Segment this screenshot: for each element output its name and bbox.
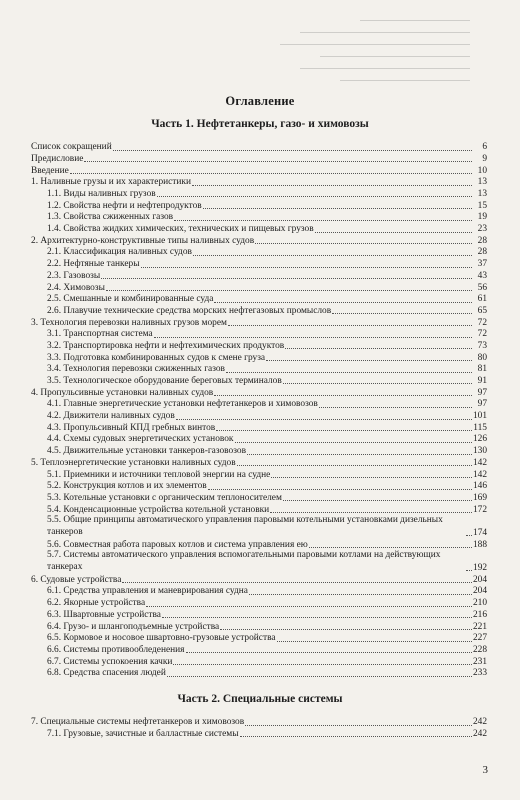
toc-entry-page: 13: [477, 189, 487, 200]
dot-leader: [106, 290, 472, 291]
toc-entry: [31, 246, 487, 258]
toc-entry-page: 72: [477, 317, 487, 328]
toc-entry-page: 72: [477, 329, 487, 340]
dot-leader: [146, 606, 472, 607]
dot-leader: [174, 220, 472, 221]
toc-entry-page: 142: [472, 457, 487, 468]
toc-entry-page: 15: [477, 200, 487, 211]
table-of-contents-part-2: [31, 716, 487, 739]
toc-entry: [31, 363, 487, 375]
toc-entry: [31, 223, 487, 235]
dot-leader: [319, 407, 472, 408]
dot-leader: [176, 419, 472, 420]
page-number: 3: [482, 764, 488, 776]
toc-entry-title: 4.5. Движительные установки танкеров-газовозов: [47, 446, 246, 457]
toc-entry-page: 242: [472, 717, 487, 728]
toc-entry: [31, 538, 487, 550]
dot-leader: [167, 676, 472, 677]
toc-entry-page: 97: [477, 387, 487, 398]
dot-leader: [266, 360, 472, 361]
toc-entry: [31, 176, 487, 188]
dot-leader: [226, 372, 472, 373]
toc-entry-title: 3.1. Транспортная система: [47, 329, 153, 340]
dot-leader: [332, 313, 472, 314]
toc-entry: [31, 164, 487, 176]
toc-entry: [31, 480, 487, 492]
dot-leader: [283, 383, 472, 384]
toc-entry-page: 81: [477, 364, 487, 375]
toc-entry-title: 5. Теплоэнергетические установки наливных судов: [31, 457, 236, 468]
toc-entry: [31, 351, 487, 363]
part-2-heading: Часть 2. Специальные системы: [177, 693, 343, 705]
toc-entry-page: 28: [477, 247, 487, 258]
toc-entry-title: 6.6. Системы противообледенения: [47, 644, 185, 655]
toc-entry: [31, 199, 487, 211]
toc-entry-title: Список сокращений: [31, 142, 112, 153]
toc-entry-title: 6.4. Грузо- и шлангоподъемные устройства: [47, 621, 220, 632]
dot-leader: [283, 500, 472, 501]
toc-entry: [31, 515, 487, 538]
dot-leader: [245, 725, 472, 726]
toc-entry: [31, 235, 487, 247]
dot-leader: [186, 652, 472, 653]
toc-entry: [31, 457, 487, 469]
toc-entry-title: 5.1. Приемники и источники тепловой энергии на судне: [47, 469, 271, 480]
toc-entry-title: 2.1. Классификация наливных судов: [47, 247, 192, 258]
toc-entry-page: 210: [472, 598, 487, 609]
toc-entry-page: 142: [472, 469, 487, 480]
toc-entry-page: 192: [473, 563, 488, 574]
toc-entry-page: 115: [473, 422, 487, 433]
toc-entry-page: 227: [472, 633, 487, 644]
page-title: Оглавление: [225, 94, 295, 108]
toc-entry: [31, 398, 487, 410]
toc-entry: [31, 585, 487, 597]
toc-entry-title: 3. Технология перевозки наливных грузов морем: [31, 317, 227, 328]
toc-entry-page: 6: [482, 142, 487, 153]
dot-leader: [173, 664, 471, 665]
toc-entry-page: 204: [472, 574, 487, 585]
toc-entry-page: 80: [477, 352, 487, 363]
toc-entry-page: 28: [477, 235, 487, 246]
toc-entry: [31, 716, 487, 728]
toc-entry: [31, 492, 487, 504]
toc-entry-title: 3.2. Транспортировка нефти и нефтехимических продуктов: [47, 340, 285, 351]
toc-entry-page: 169: [472, 492, 487, 503]
toc-entry-page: 37: [477, 259, 487, 270]
dot-leader: [309, 547, 472, 548]
toc-entry: [31, 655, 487, 667]
toc-entry-title: 1.1. Виды наливных грузов: [47, 189, 156, 200]
dot-leader: [157, 196, 472, 197]
toc-entry-title: 3.4. Технология перевозки сжиженных газов: [47, 364, 225, 375]
toc-entry-title: 2.6. Плавучие технические средства морских нефтегазовых промыслов: [47, 305, 332, 316]
toc-entry-title: 7. Специальные системы нефтетанкеров и химовозов: [31, 717, 245, 728]
toc-entry: [31, 316, 487, 328]
dot-leader: [249, 594, 472, 595]
dot-leader: [220, 629, 472, 630]
toc-entry: [31, 258, 487, 270]
toc-entry: [31, 293, 487, 305]
toc-entry-title: 5.3. Котельные установки с органическим теплоносителем: [47, 492, 282, 503]
toc-entry-title: 1.4. Свойства жидких химических, технических и пищевых грузов: [47, 224, 314, 235]
dot-leader: [192, 185, 472, 186]
toc-entry-page: 10: [477, 165, 487, 176]
toc-entry-title: 6. Судовые устройства: [31, 574, 122, 585]
dot-leader: [84, 161, 472, 162]
dot-leader: [113, 150, 472, 151]
toc-entry-title: 1.2. Свойства нефти и нефтепродуктов: [47, 200, 202, 211]
toc-entry-title: Введение: [31, 165, 69, 176]
toc-entry: [31, 620, 487, 632]
toc-entry-page: 221: [472, 621, 487, 632]
dot-leader: [255, 243, 472, 244]
toc-entry-title: 2.3. Газовозы: [47, 270, 101, 281]
dot-leader: [208, 489, 472, 490]
dot-leader: [141, 267, 473, 268]
toc-entry-page: 126: [472, 434, 487, 445]
toc-entry-page: 228: [472, 644, 487, 655]
toc-entry-title: 4.1. Главные энергетические установки нефтетанкеров и химовозов: [47, 399, 318, 410]
show-through-text: [0, 0, 520, 90]
toc-entry-page: 13: [477, 177, 487, 188]
toc-entry: [31, 141, 487, 153]
toc-entry: [31, 386, 487, 398]
toc-entry-title: 2.2. Нефтяные танкеры: [47, 259, 140, 270]
toc-entry: [31, 211, 487, 223]
toc-entry: [31, 597, 487, 609]
toc-entry-title: 6.2. Якорные устройства: [47, 598, 146, 609]
toc-entry-page: 43: [477, 270, 487, 281]
dot-leader: [214, 395, 472, 396]
toc-entry-title: 3.3. Подготовка комбинированных судов к смене груза: [47, 352, 266, 363]
toc-entry: [31, 153, 487, 165]
toc-entry-title: 4. Пропульсивные установки наливных судов: [31, 387, 214, 398]
toc-entry-page: 19: [477, 212, 487, 223]
dot-leader: [271, 477, 472, 478]
toc-entry-title: 4.4. Схемы судовых энергетических установок: [47, 434, 234, 445]
dot-leader: [216, 430, 472, 431]
toc-entry: [31, 503, 487, 515]
toc-entry-page: 56: [477, 282, 487, 293]
dot-leader: [466, 570, 472, 571]
toc-entry: [31, 281, 487, 293]
toc-entry: [31, 550, 487, 573]
toc-entry: [31, 468, 487, 480]
dot-leader: [270, 512, 472, 513]
toc-entry-title: 5.2. Конструкция котлов и их элементов: [47, 481, 207, 492]
toc-entry-page: 204: [472, 586, 487, 597]
toc-entry-page: 23: [477, 224, 487, 235]
toc-entry-page: 233: [472, 668, 487, 679]
toc-entry-page: 91: [477, 376, 487, 387]
dot-leader: [285, 348, 472, 349]
toc-entry-page: 174: [473, 527, 488, 538]
dot-leader: [277, 641, 472, 642]
toc-entry: [31, 340, 487, 352]
toc-entry: [31, 433, 487, 445]
toc-entry-page: 61: [477, 294, 487, 305]
toc-entry: [31, 188, 487, 200]
dot-leader: [247, 454, 472, 455]
dot-leader: [162, 617, 472, 618]
toc-entry-page: 73: [477, 340, 487, 351]
toc-entry-page: 101: [472, 411, 487, 422]
toc-entry: [31, 375, 487, 387]
toc-entry-title: 5.6. Совместная работа паровых котлов и система управления ею: [47, 539, 308, 550]
toc-entry-page: 65: [477, 305, 487, 316]
toc-entry-title: 5.4. Конденсационные устройства котельной установки: [47, 504, 270, 515]
toc-entry-page: 97: [477, 399, 487, 410]
toc-entry-title: 6.8. Средства спасения людей: [47, 668, 166, 679]
toc-entry-title: 7.1. Грузовые, зачистные и балластные системы: [47, 728, 239, 739]
dot-leader: [70, 173, 472, 174]
dot-leader: [203, 208, 472, 209]
toc-entry: [31, 609, 487, 621]
toc-entry: [31, 410, 487, 422]
dot-leader: [214, 302, 472, 303]
toc-entry-page: 172: [472, 504, 487, 515]
toc-entry-title: 1.3. Свойства сжиженных газов: [47, 212, 174, 223]
toc-entry-title: 4.3. Пропульсивный КПД гребных винтов: [47, 422, 216, 433]
dot-leader: [122, 582, 472, 583]
toc-entry-page: 216: [472, 609, 487, 620]
dot-leader: [315, 232, 472, 233]
toc-entry-title: 6.1. Средства управления и маневрирования судна: [47, 586, 248, 597]
toc-entry-title: 2.4. Химовозы: [47, 282, 105, 293]
dot-leader: [154, 337, 472, 338]
dot-leader: [193, 255, 472, 256]
toc-entry-page: 188: [472, 539, 487, 550]
dot-leader: [466, 535, 472, 536]
toc-entry: [31, 667, 487, 679]
dot-leader: [240, 736, 472, 737]
toc-entry-title: 2. Архитектурно-конструктивные типы наливных судов: [31, 235, 255, 246]
dot-leader: [101, 278, 472, 279]
toc-entry-page: 231: [472, 656, 487, 667]
toc-entry: [31, 728, 487, 740]
toc-entry-page: 130: [472, 446, 487, 457]
toc-entry-page: 146: [472, 481, 487, 492]
toc-entry-page: 242: [472, 728, 487, 739]
toc-entry-title: 3.5. Технологическое оборудование береговых терминалов: [47, 376, 282, 387]
toc-entry-title: 5.7. Системы автоматического управления вспомогательными паровыми котлами на действующих танкерах: [47, 550, 441, 572]
toc-entry: [31, 632, 487, 644]
toc-entry: [31, 270, 487, 282]
toc-entry-page: 9: [482, 153, 487, 164]
toc-entry-title: 1. Наливные грузы и их характеристики: [31, 177, 191, 188]
toc-entry: [31, 573, 487, 585]
dot-leader: [235, 442, 472, 443]
toc-entry-title: 6.5. Кормовое и носовое швартовно-грузовые устройства: [47, 633, 276, 644]
toc-entry-title: 6.3. Швартовные устройства: [47, 609, 161, 620]
toc-entry: [31, 644, 487, 656]
dot-leader: [228, 325, 472, 326]
toc-entry: [31, 422, 487, 434]
table-of-contents-part-1: [31, 141, 487, 679]
toc-entry-title: Предисловие: [31, 153, 84, 164]
toc-entry-title: 2.5. Смешанные и комбинированные суда: [47, 294, 214, 305]
toc-entry-title: 6.7. Системы успокоения качки: [47, 656, 173, 667]
part-1-heading: Часть 1. Нефтетанкеры, газо- и химовозы: [151, 118, 369, 130]
toc-entry-title: 4.2. Движители наливных судов: [47, 411, 175, 422]
toc-entry: [31, 305, 487, 317]
dot-leader: [237, 465, 472, 466]
toc-entry: [31, 445, 487, 457]
toc-entry-title: 5.5. Общие принципы автоматического управления паровыми котельными установками дизельных танкеров: [47, 514, 443, 537]
toc-entry: [31, 328, 487, 340]
